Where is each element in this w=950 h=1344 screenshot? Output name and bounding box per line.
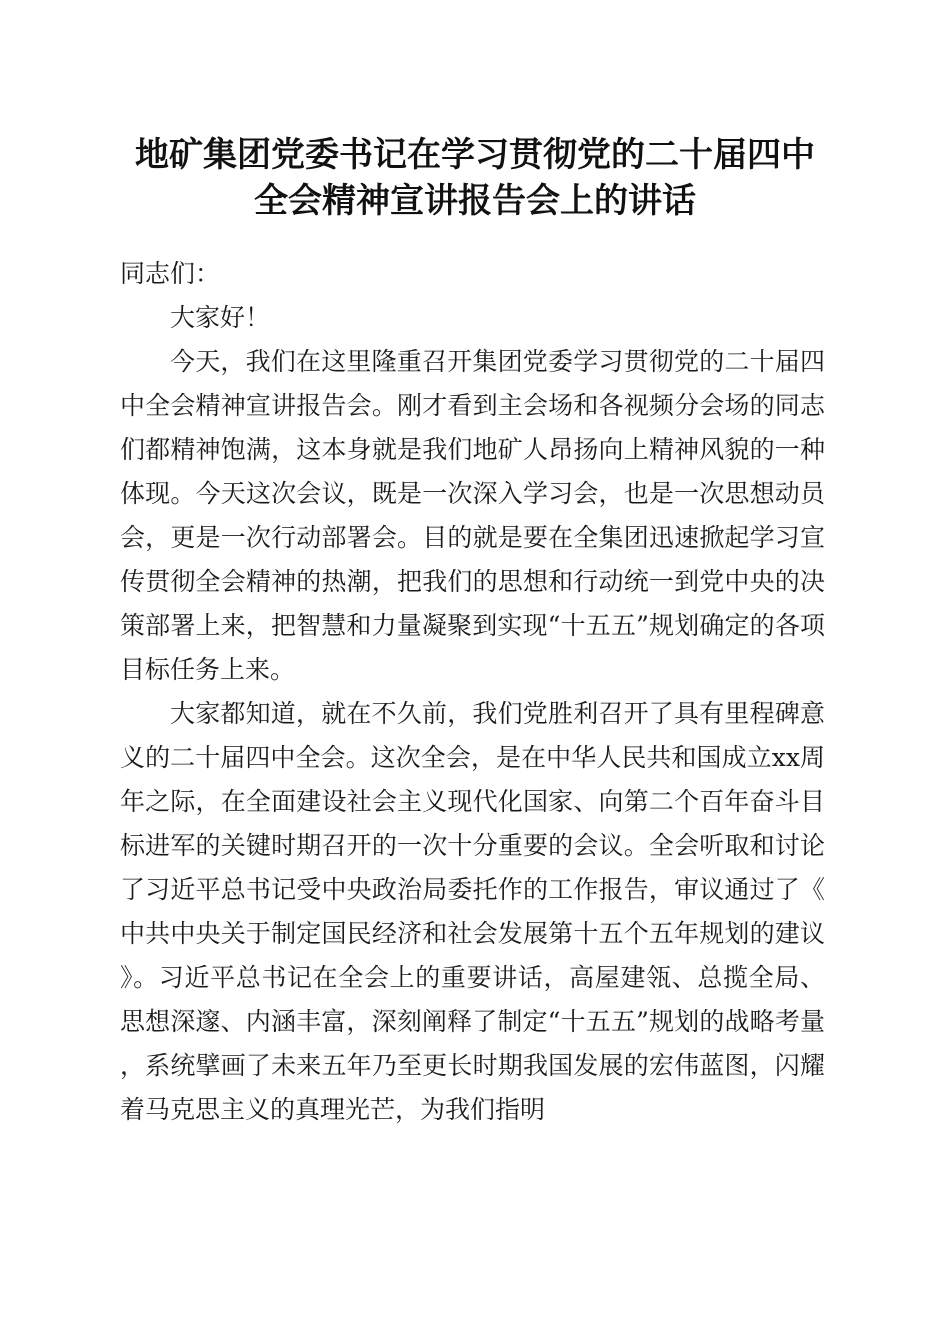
document-title [100, 132, 850, 224]
document-body [120, 252, 825, 1132]
body-paragraph: 今天，我们在这里隆重召开集团党委学习贯彻党的二十届四中全会精神宣讲报告会。刚才看到主会场和各视频分会场的同志们都精神饱满，这本身就是我们地矿人昂扬向上精神风貌的一种体现。今天这次会议，既是一次深入学习会，也是一次思想动员会，更是一次行动部署会。目的就是要在全集团迅速掀起学习宣传贯彻全会精神的热潮，把我们的思想和行动统一到党中央的决策部署上来，把智慧和力量凝聚到实现“十五五”规划确定的各项目标任务上来。 [120, 347, 825, 684]
body-paragraph: 大家都知道，就在不久前，我们党胜利召开了具有里程碑意义的二十届四中全会。这次全会，是在中华人民共和国成立xx周年之际，在全面建设社会主义现代化国家、向第二个百年奋斗目标进军的关键时期召开的一次十分重要的会议。全会听取和讨论了习近平总书记受中央政治局委托作的工作报告，审议通过了《中共中央关于制定国民经济和社会发展第十五个五年规划的建议》。习近平总书记在全会上的重要讲话，高屋建瓴、总揽全局、思想深邃、内涵丰富，深刻阐释了制定“十五五”规划的战略考量，系统擘画了未来五年乃至更长时期我国发展的宏伟蓝图，闪耀着马克思主义的真理光芒，为我们指明 [120, 699, 825, 1124]
title-line-1: 地矿集团党委书记在学习贯彻党的二十届四中 [135, 135, 815, 175]
salutation: 同志们： [120, 259, 221, 288]
title-line-2: 全会精神宣讲报告会上的讲话 [254, 181, 696, 221]
greeting-paragraph: 大家好！ [170, 303, 271, 332]
